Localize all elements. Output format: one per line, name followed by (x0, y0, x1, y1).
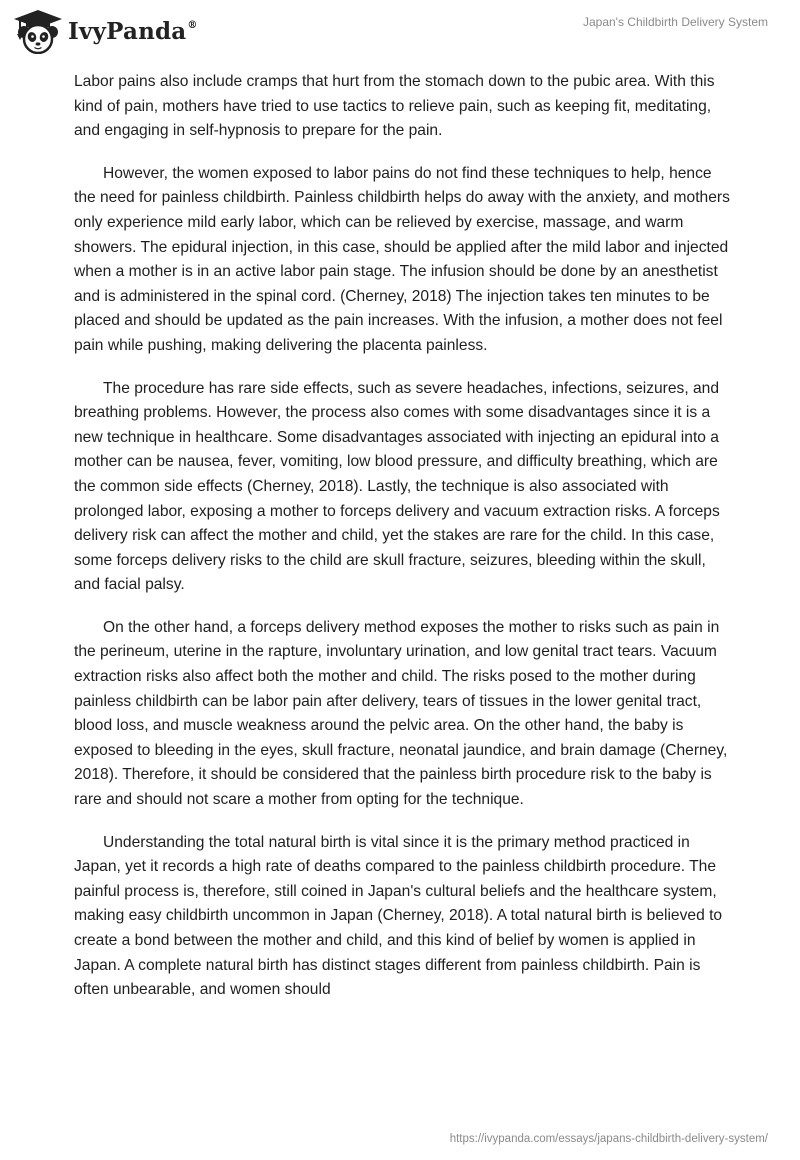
site-logo[interactable] (12, 8, 198, 54)
paragraph: Labor pains also include cramps that hurt from the stomach down to the pubic area. With this kind of pain, mothers have tried to use tactics to relieve pain, such as keeping fit, meditating, and engaging in self-hypnosis to prepare for the pain. (74, 73, 715, 140)
paragraph: On the other hand, a forceps delivery method exposes the mother to risks such as pain in the perineum, uterine in the rapture, involuntary urination, and low genital tract tears. Vacuum extraction risks also affect both the mother and child. The risks posed to the mother during painless childbirth can be labor pain after delivery, tears of tissues in the lower genital tract, blood loss, and muscle weakness around the pelvic area. On the other hand, the baby is exposed to bleeding in the eyes, skull fracture, neonatal jaundice, and brain damage (Cherney, 2018). Therefore, it should be considered that the painless birth procedure risk to the baby is rare and should not scare a mother from opting for the technique. (74, 618, 728, 809)
logo-text: IvyPanda (68, 17, 187, 45)
paragraph: However, the women exposed to labor pains do not find these techniques to help, hence the need for painless childbirth. Painless childbirth helps do away with the anxiety, and mothers only experience mild early labor, which can be relieved by exercise, massage, and warm showers. The epidural injection, in this case, should be applied after the mild labor and injected when a mother is in an active labor pain stage. The infusion should be done by an anesthetist and is administered in the spinal cord. (Cherney, 2018) The injection takes ten minutes to be placed and should be updated as the pain increases. With the infusion, a mother does not feel pain while pushing, making delivering the placenta painless. (74, 164, 730, 354)
panda-graduate-icon (12, 8, 64, 54)
paragraph: The procedure has rare side effects, such as severe headaches, infections, seizures, and breathing problems. However, the process also comes with some disadvantages since it is a new technique in healthcare. Some disadvantages associated with injecting an epidural into a mother can be nausea, fever, vomiting, low blood pressure, and difficulty breathing, which are the common side effects (Cherney, 2018). Lastly, the technique is also associated with prolonged labor, exposing a mother to forceps delivery and vacuum extraction risks. A forceps delivery risk can affect the mother and child, yet the stakes are rare for the child. In this case, some forceps delivery risks to the child are skull fracture, seizures, bleeding within the skull, and facial palsy. (74, 379, 720, 594)
registered-mark: ® (187, 19, 198, 31)
document-title: Japan's Childbirth Delivery System (582, 15, 768, 29)
source-url[interactable]: https://ivypanda.com/essays/japans-childbirth-delivery-system/ (449, 1133, 768, 1145)
essay-body (74, 70, 734, 1021)
logo-wordmark (68, 18, 198, 45)
paragraph: Understanding the total natural birth is vital since it is the primary method practiced in Japan, yet it records a high rate of deaths compared to the painless childbirth procedure. The painful process is, therefore, still coined in Japan's cultural beliefs and the healthcare system, making easy childbirth uncommon in Japan (Cherney, 2018). A total natural birth is believed to create a bond between the mother and child, and this kind of belief by women is applied in Japan. A complete natural birth has distinct stages different from painless childbirth. Pain is often unbearable, and women should (74, 833, 723, 999)
page-header (0, 0, 800, 66)
